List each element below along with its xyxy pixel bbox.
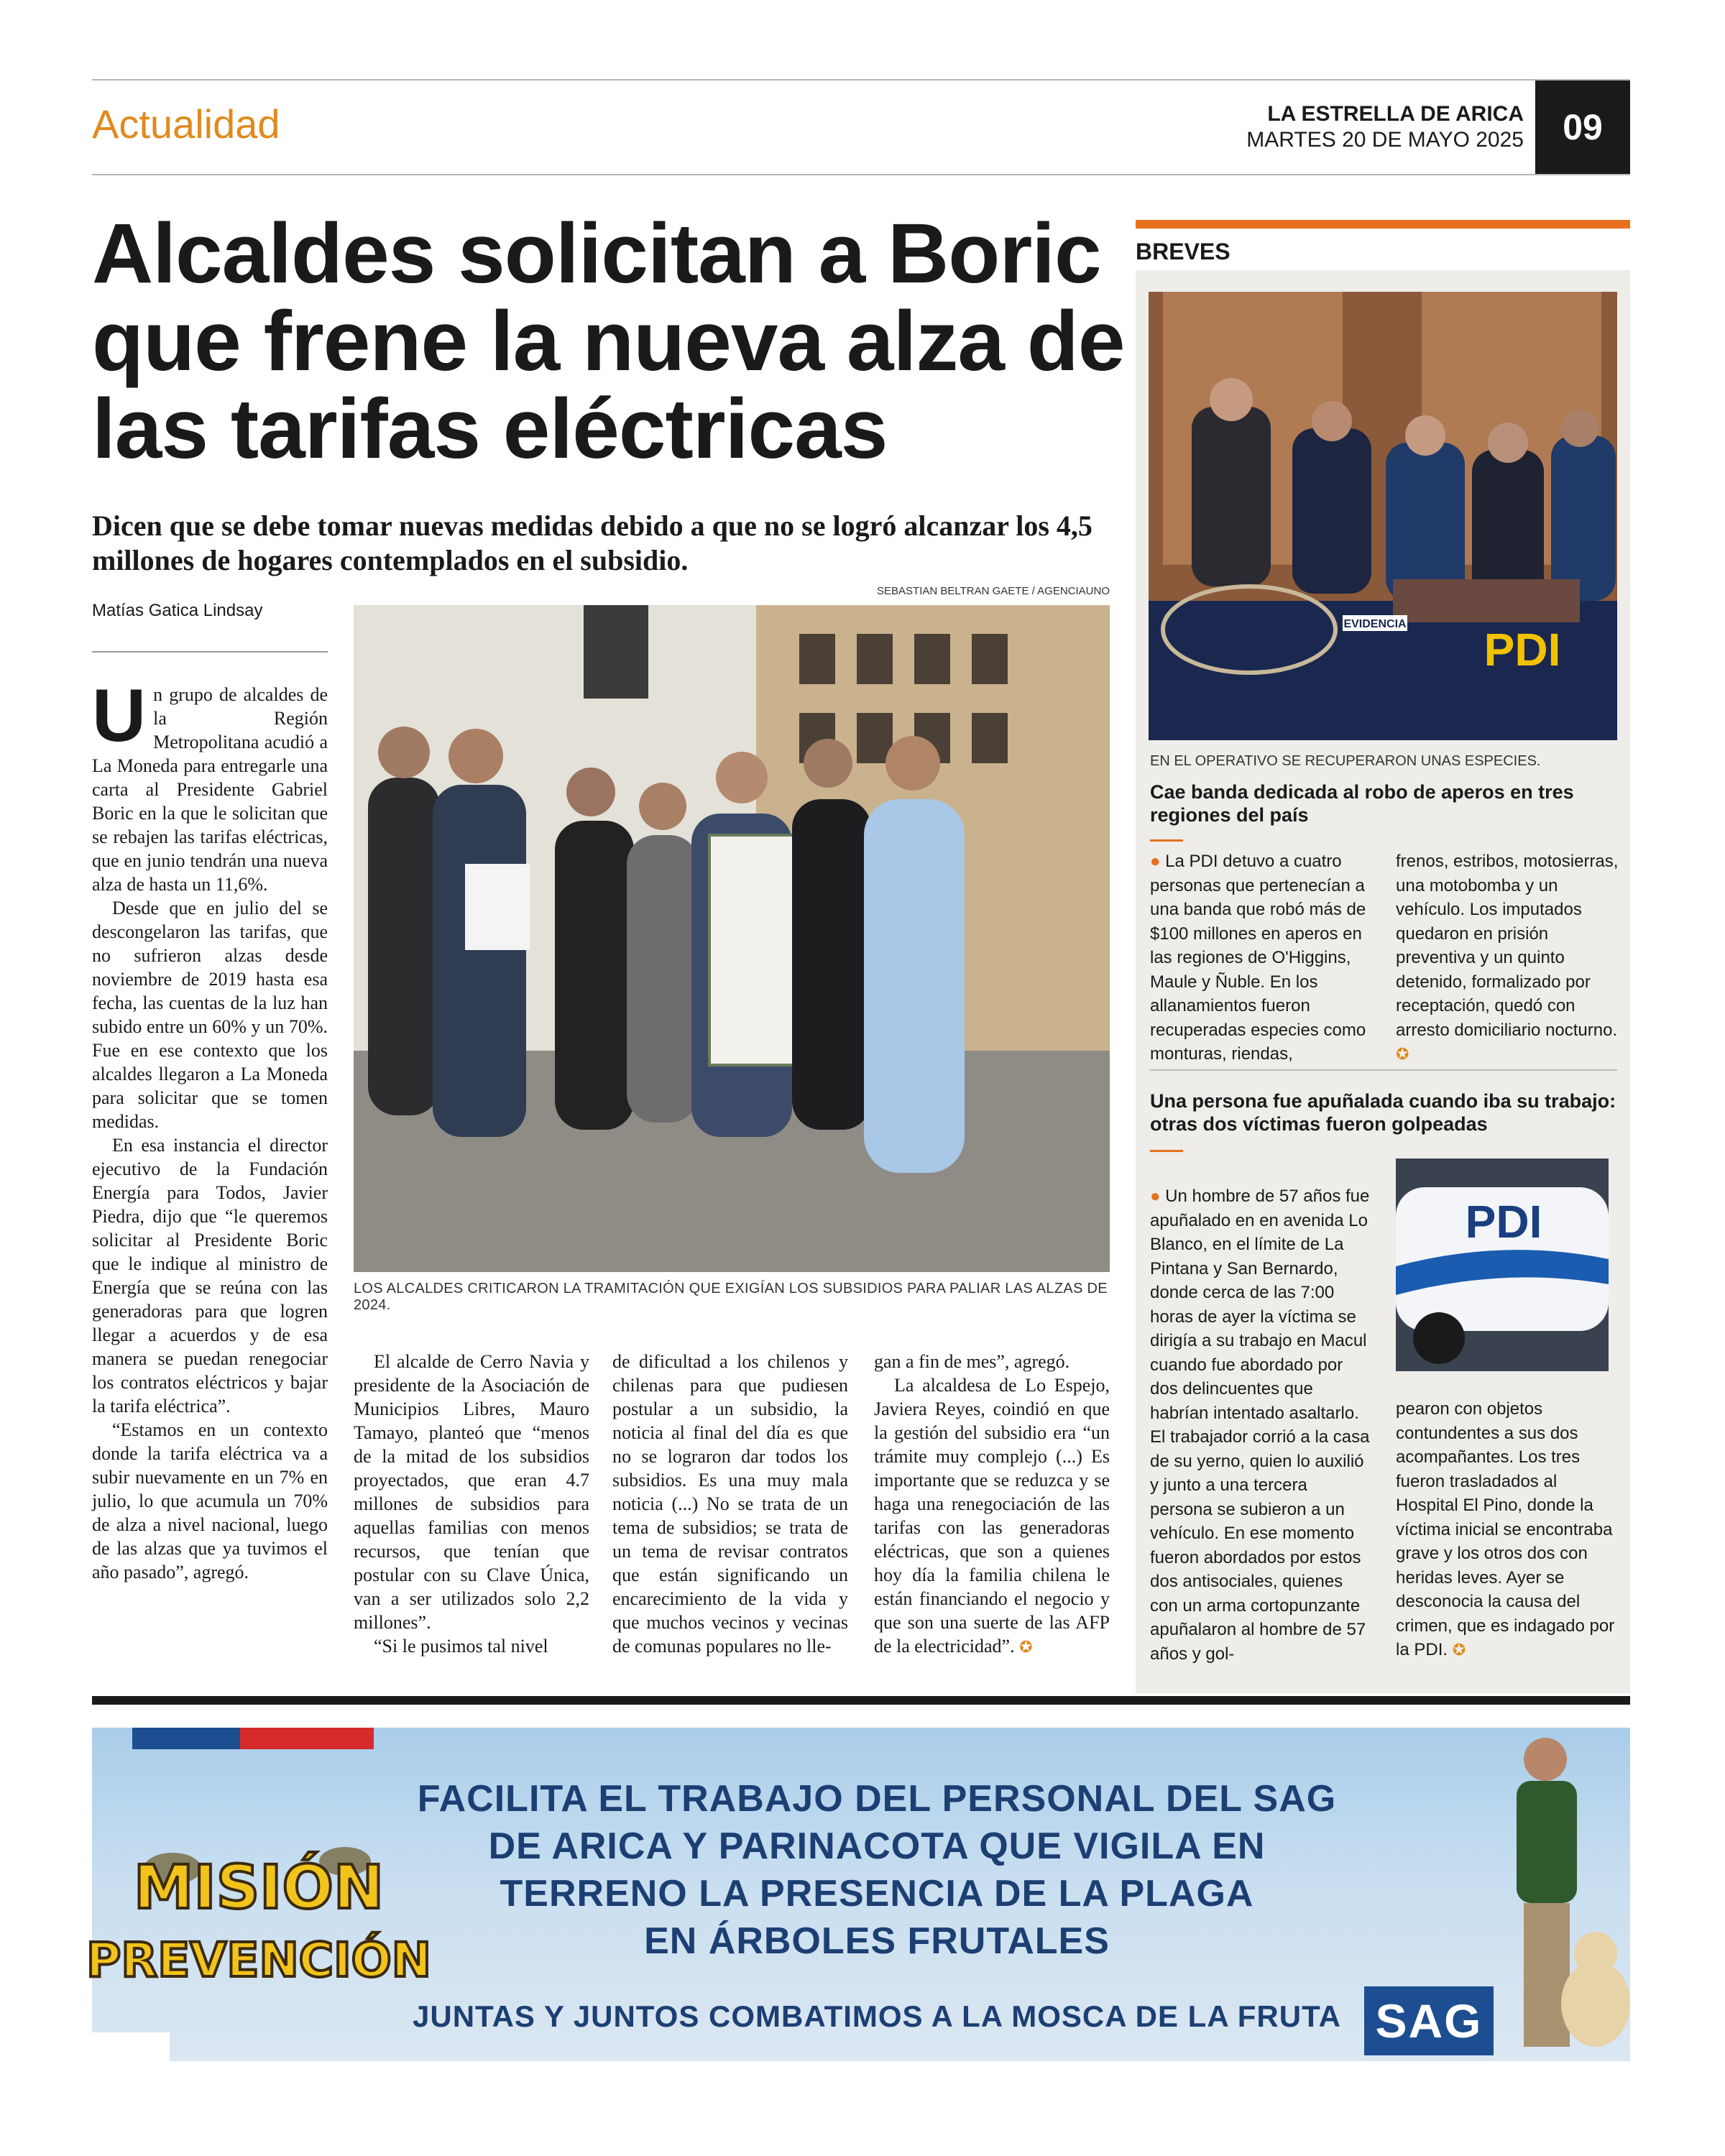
breves-accent-bar: [1136, 220, 1630, 229]
page-number: 09: [1535, 80, 1630, 174]
main-photo: [354, 605, 1110, 1272]
ad-footer-text: JUNTAS Y JUNTOS COMBATIMOS A LA MOSCA DE LA FRUTA: [413, 1999, 1341, 2033]
logo-line-1: MISIÓN: [133, 1852, 385, 1922]
section-label: Actualidad: [92, 101, 280, 147]
breve-1-text: La PDI detuvo a cuatro personas que pertenecían a una banda que robó más de $100 millones en aperos en las regiones de O'Higgins, Maule y Ñuble. En los allanamientos fueron recuperadas especies como monturas, riendas,: [1150, 852, 1366, 1064]
ad-main-text: [402, 1775, 1351, 1965]
drop-cap: U: [92, 674, 147, 757]
article-column-3: [612, 1350, 848, 1658]
evidencia-label: EVIDENCIA: [1343, 618, 1407, 630]
paragraph: “Si le pusimos tal nivel: [374, 1636, 548, 1657]
pdi-logo-text: PDI: [1484, 624, 1561, 676]
byline-rule: [92, 651, 328, 653]
header-rule: [92, 174, 1630, 175]
article-column-2: [354, 1350, 589, 1658]
breve-1-column-1: [1150, 849, 1373, 1067]
breve-1-rule: [1150, 839, 1183, 842]
breves-photo: [1149, 292, 1617, 740]
photo-caption: LOS ALCALDES CRITICARON LA TRAMITACIÓN QUE EXIGÍAN LOS SUBSIDIOS PARA PALIAR LAS ALZAS DE 2024.: [354, 1281, 1108, 1313]
breve-2-column-2: [1396, 1397, 1619, 1662]
paragraph: n grupo de alcaldes de la Región Metropolitana acudió a La Moneda para entregarle una carta al Presidente Gabriel Boric en la que le solicitan que se rebajen las tarifas eléctricas, que en junio tendrán una nueva alza de hasta un 11,6%.: [92, 684, 328, 895]
sag-logo: SAG: [1364, 1986, 1494, 2055]
chile-flag-stripe: [132, 1728, 374, 1749]
sag-officer-with-dog: [1495, 1731, 1630, 2061]
car-pdi-text: PDI: [1465, 1196, 1542, 1248]
paragraph: gan a fin de mes”, agregó.: [874, 1351, 1070, 1372]
ad-divider: [92, 1696, 1630, 1705]
paragraph: La alcaldesa de Lo Espejo, Javiera Reyes, coindió en que la gestión del subsidio era “un trámite muy complejo (...) Es importante que se reduzca y se haga una renegociación de las tarifas con las generadoras eléctricas, que son a quienes hoy día la familia chilena le están financiando el negocio y que son una suerte de las AFP de la electricidad”.: [874, 1375, 1110, 1657]
breve-2-rule: [1150, 1150, 1183, 1152]
article-byline: Matías Gatica Lindsay: [92, 601, 263, 620]
breve-1-headline: Cae banda dedicada al robo de aperos en tres regiones del país: [1150, 781, 1574, 826]
ad-corner-box: [92, 2032, 170, 2061]
photo-credit: SEBASTIAN BELTRAN GAETE / AGENCIAUNO: [877, 585, 1110, 597]
ad-line: FACILITA EL TRABAJO DEL PERSONAL DEL SAG: [417, 1778, 1337, 1820]
top-rule: [92, 79, 1630, 80]
issue-date: MARTES 20 DE MAYO 2025: [1246, 128, 1524, 152]
paragraph: El alcalde de Cerro Navia y presidente de la Asociación de Municipios Libres, Mauro Tamayo, planteó que “menos de la mitad de los subsidios proyectados, que eran 4.7 millones de subsidios para aquellas familias con menos recursos, que tenían que postular con su Clave Única, van a ser utilizados solo 2,2 millones”.: [354, 1351, 589, 1633]
end-mark-icon: ✪: [1396, 1045, 1409, 1063]
logo-line-2: PREVENCIÓN: [86, 1932, 432, 1988]
end-mark-icon: ✪: [1452, 1641, 1466, 1659]
ad-line: EN ÁRBOLES FRUTALES: [644, 1920, 1110, 1962]
end-mark-icon: ✪: [1019, 1638, 1033, 1656]
breve-2-text: Un hombre de 57 años fue apuñalado en en avenida Lo Blanco, en el límite de La Pintana y San Bernardo, donde cerca de las 7:00 horas de ayer la víctima se dirigía a su trabajo en Macul cuando fue abordado por dos delincuentes que habrían intentado asaltarlo. El trabajador corrió a la casa de su yerno, quien lo auxilió y junto a una tercera persona se subieron a un vehículo. En ese momento fueron abordados por estos dos antisociales, quienes con un arma cortopunzante apuñalaron al hombre de 57 años y gol-: [1150, 1187, 1370, 1664]
breve-1-text-cont: frenos, estribos, motosierras, una motobomba y un vehículo. Los imputados quedaron en prisión preventiva y un quinto detenido, formalizado por receptación, quedó con arresto domiciliario nocturno.: [1396, 852, 1619, 1040]
breve-2-column-1: [1150, 1184, 1373, 1666]
bullet-icon: ●: [1150, 1187, 1161, 1206]
article-column-4: [874, 1350, 1110, 1659]
article-headline: Alcaldes solicitan a Boric que frene la nueva alza de las tarifas eléctricas: [92, 206, 1125, 476]
pdi-car-photo: [1396, 1158, 1609, 1371]
breve-1-column-2: [1396, 849, 1619, 1067]
ad-line: DE ARICA Y PARINACOTA QUE VIGILA EN: [488, 1825, 1266, 1867]
breves-title: BREVES: [1136, 239, 1230, 264]
paragraph: “Estamos en un contexto donde la tarifa eléctrica va a subir nuevamente en un 7% en julio, lo que acumula un 70% de alza a nivel nacional, luego de las alzas que ya tuvimos el año pasado”, agregó.: [92, 1419, 328, 1583]
breves-separator: [1150, 1069, 1617, 1071]
article-deck: Dicen que se debe tomar nuevas medidas debido a que no se logró alcanzar los 4,5 millones de hogares contemplados en el subsidio.: [92, 510, 1092, 576]
newspaper-name: LA ESTRELLA DE ARICA: [1267, 102, 1524, 126]
paragraph: En esa instancia el director ejecutivo de la Fundación Energía para Todos, Javier Piedra, dijo que “le queremos solicitar al Presidente Boric que le indique al ministro de Energía que se reúna con las generadoras para que logren llegar a acuerdos y de esa manera se puedan renegociar los contratos eléctricos y bajar la tarifa eléctrica”.: [92, 1135, 328, 1416]
paragraph: de dificultad a los chilenos y chilenas para que pudiesen postular a un subsidio, la noticia al final del día es que no se lograron dar todos los subsidios. Es una muy mala noticia (...) No se trata de un tema de subsidios; se trata de un tema de revisar contratos que están significando un encarecimiento de la vida y que muchos vecinos y vecinas de comunas populares no lle-: [612, 1351, 848, 1657]
breves-photo-caption: EN EL OPERATIVO SE RECUPERARON UNAS ESPECIES.: [1150, 753, 1541, 769]
bullet-icon: ●: [1150, 852, 1161, 871]
paragraph: Desde que en julio del se descongelaron las tarifas, que no sufrieron alzas desde noviembre de 2019 hasta esa fecha, las cuentas de la luz han subido entre un 60% y un 70%. Fue en ese contexto que los alcaldes llegaron a La Moneda para solicitar que se tomen medidas.: [92, 898, 328, 1132]
article-column-1: [92, 674, 328, 1584]
breve-2-headline: Una persona fue apuñalada cuando iba su trabajo: otras dos víctimas fueron golpeadas: [1150, 1090, 1616, 1135]
mision-prevencion-logo: [86, 1840, 432, 1998]
ad-line: TERRENO LA PRESENCIA DE LA PLAGA: [500, 1873, 1254, 1915]
breve-2-text-cont: pearon con objetos contundentes a sus dos acompañantes. Los tres fueron trasladados al Hospital El Pino, donde la víctima inicial se encontraba grave y los otros dos con heridas leves. Ayer se desconocia la causa del crimen, que es indagado por la PDI.: [1396, 1399, 1615, 1659]
